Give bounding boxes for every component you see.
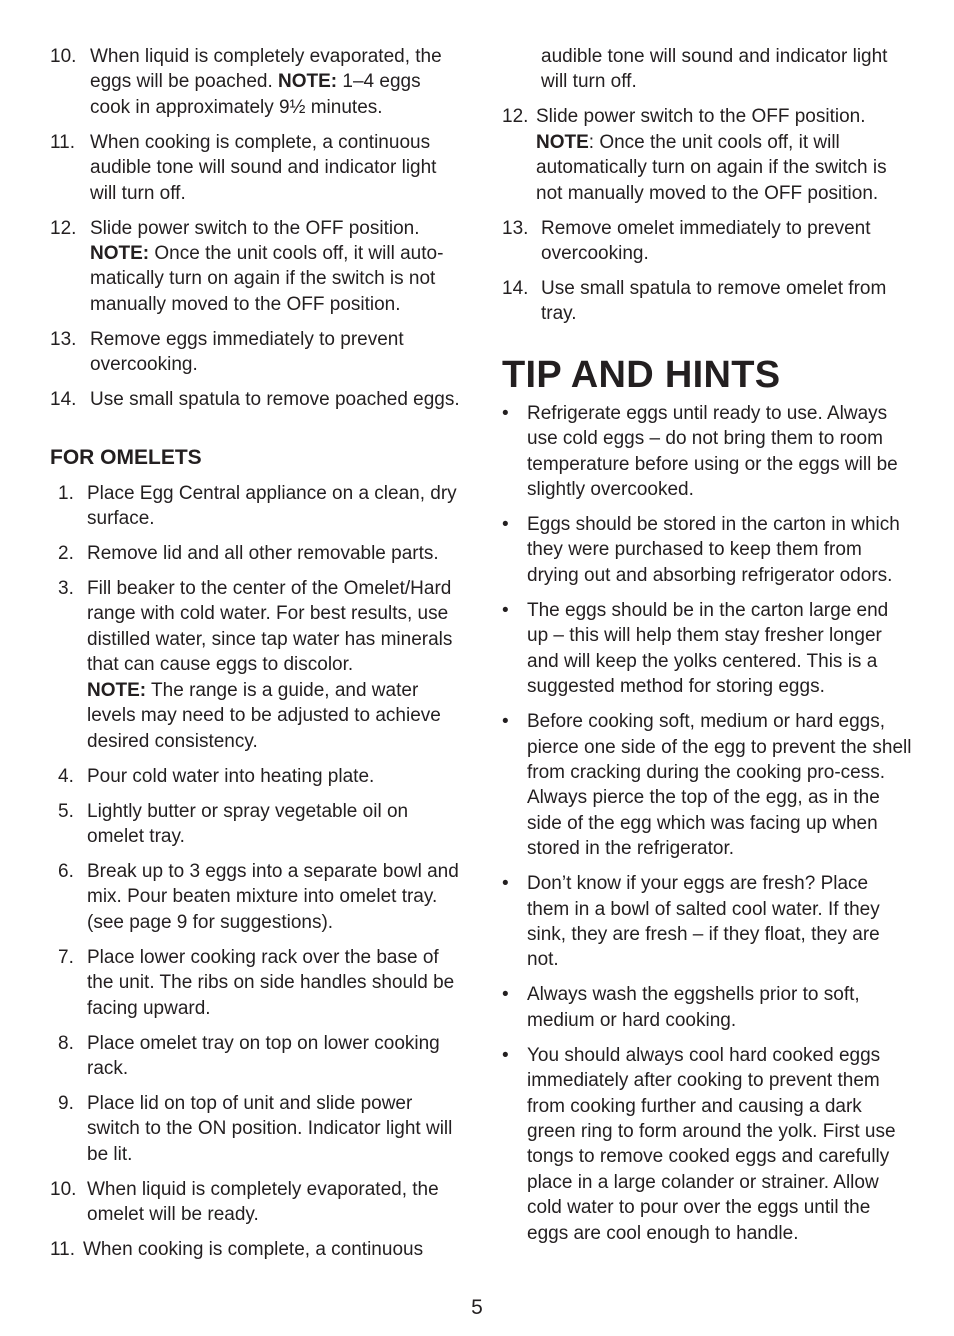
list-item (50, 1237, 460, 1262)
note-label: NOTE: (90, 243, 150, 265)
list-item (50, 859, 460, 935)
page-number: 5 (471, 1296, 483, 1319)
step-text: Slide power switch to the OFF position. (536, 106, 866, 128)
bullet-icon: • (502, 599, 509, 621)
step-number: 2. (58, 543, 74, 565)
list-item (50, 764, 460, 789)
step-text: Place lower cooking rack over the base of the unit. The ribs on side handles should be facing upward. (87, 946, 455, 1019)
list-item (50, 387, 460, 412)
step-number: 10. (50, 1178, 77, 1200)
list-item (50, 1091, 460, 1167)
list-item (50, 1177, 460, 1228)
list-item (502, 871, 912, 973)
step-number: 9. (58, 1092, 74, 1114)
list-item (50, 576, 460, 754)
note-text: The range is a guide, and water levels may need to be adjusted to achieve desired consistency. (87, 679, 441, 752)
note-label: NOTE (536, 131, 589, 153)
step-number: 5. (58, 800, 74, 822)
tip-text: Eggs should be stored in the carton in which they were purchased to keep them from drying out and absorbing refrigerator odors. (527, 514, 900, 586)
step-text: When liquid is completely evaporated, the omelet will be ready. (87, 1178, 439, 1226)
tip-text: Always wash the eggshells prior to soft, medium or hard cooking. (527, 984, 860, 1031)
list-item (50, 1031, 460, 1082)
continued-text (502, 44, 912, 95)
list-item (502, 104, 912, 206)
step-number: 8. (58, 1032, 74, 1054)
list-item (502, 276, 912, 327)
list-item (50, 216, 460, 318)
step-text: Place Egg Central appliance on a clean, dry surface. (87, 482, 457, 530)
bullet-icon: • (502, 984, 509, 1006)
tip-text: Before cooking soft, medium or hard eggs, pierce one side of the egg to prevent the shell from cracking during the cooking pro-cess. Always pierce the top of the egg, as in the side of the egg which was facing up when stored in the refrigerator. (527, 711, 912, 860)
step-text: When cooking is complete, a continuous audible tone will sound and indicator light will turn off. (90, 131, 437, 204)
list-item (50, 541, 460, 566)
tip-text: Don’t know if your eggs are fresh? Place them in a bowl of salted cool water. If they sink, they are fresh – if they float, they are not. (527, 873, 880, 971)
step-number: 7. (58, 946, 74, 968)
list-item (502, 709, 912, 861)
list-item (50, 130, 460, 206)
list-item (502, 401, 912, 503)
note-text: Once the unit cools off, it will auto-matically turn on again if the switch is not manually moved to the OFF position. (90, 243, 444, 315)
step-text: Remove omelet immediately to prevent overcooking. (541, 217, 871, 265)
note-text: : Once the unit cools off, it will automatically turn on again if the switch is not manually moved to the OFF position. (536, 131, 887, 204)
step-number: 6. (58, 860, 74, 882)
right-column (502, 44, 912, 1256)
note-label: NOTE: (278, 71, 338, 93)
bullet-icon: • (502, 402, 509, 424)
step-text: Lightly butter or spray vegetable oil on omelet tray. (87, 800, 409, 847)
tip-text: Refrigerate eggs until ready to use. Always use cold eggs – do not bring them to room temperature before using or the eggs will be slightly overcooked. (527, 402, 898, 501)
section-heading-omelets: FOR OMELETS (50, 445, 202, 469)
list-item (502, 512, 912, 588)
step-text: Use small spatula to remove poached eggs. (90, 389, 460, 411)
step-text: Remove lid and all other removable parts. (87, 543, 439, 565)
tips-title: TIP AND HINTS (502, 353, 781, 396)
omelet-steps-continued-list (502, 104, 912, 326)
list-item (50, 44, 460, 120)
left-column (50, 44, 460, 1272)
step-number: 12. (50, 217, 77, 239)
bullet-icon: • (502, 1044, 509, 1066)
step-text: Place lid on top of unit and slide power switch to the ON position. Indicator light will be lit. (87, 1092, 453, 1165)
bullet-icon: • (502, 514, 509, 536)
tip-text: The eggs should be in the carton large end up – this will help them stay fresher longer and will keep the yolks centered. This is a suggested method for storing eggs. (527, 599, 889, 698)
list-item (502, 216, 912, 267)
step-text: Fill beaker to the center of the Omelet/Hard range with cold water. For best results, use distilled water, since tap water has minerals that can cause eggs to discolor. (87, 578, 453, 676)
poached-steps-list (50, 44, 460, 413)
step-number: 14. (502, 278, 529, 300)
step-text: Remove eggs immediately to prevent overcooking. (90, 328, 404, 376)
list-item (50, 481, 460, 532)
step-text: When liquid is completely evaporated, the eggs will be poached. (90, 46, 442, 93)
step-text: Break up to 3 eggs into a separate bowl and mix. Pour beaten mixture into omelet tray. (see page 9 for suggestions). (87, 860, 459, 933)
tip-text: You should always cool hard cooked eggs immediately after cooking to prevent them from cooking further and causing a dark green ring to form around the yolk. First use tongs to remove cooked eggs and carefully place in a large colander or strainer. Allow cold water to pour over the eggs until the eggs are cool enough to handle. (527, 1044, 896, 1244)
step-text: When cooking is complete, a continuous (83, 1239, 424, 1261)
step-number: 3. (58, 578, 74, 600)
step-text: audible tone will sound and indicator light will turn off. (541, 46, 888, 93)
note-text: 1–4 eggs cook in approximately 9½ minutes. (90, 71, 421, 118)
step-number: 12. (502, 106, 529, 128)
tips-list (502, 401, 912, 1246)
step-number: 4. (58, 765, 74, 787)
step-number: 11. (50, 1239, 76, 1261)
step-number: 1. (58, 482, 74, 504)
step-number: 13. (502, 217, 529, 239)
bullet-icon: • (502, 873, 509, 895)
step-number: 14. (50, 389, 77, 411)
omelet-steps-list (50, 481, 460, 1263)
list-item (502, 598, 912, 700)
list-item (50, 327, 460, 378)
bullet-icon: • (502, 711, 509, 733)
step-number: 13. (50, 328, 77, 350)
note-label: NOTE: (87, 679, 147, 701)
list-item (50, 945, 460, 1021)
step-text: Pour cold water into heating plate. (87, 765, 375, 787)
list-item (502, 982, 912, 1033)
step-number: 10. (50, 46, 77, 67)
step-text: Place omelet tray on top on lower cooking rack. (87, 1032, 440, 1079)
step-number: 11. (50, 131, 76, 153)
list-item (502, 1043, 912, 1246)
step-text: Use small spatula to remove omelet from tray. (541, 278, 887, 325)
step-text: Slide power switch to the OFF position. (90, 217, 420, 239)
list-item (50, 799, 460, 850)
